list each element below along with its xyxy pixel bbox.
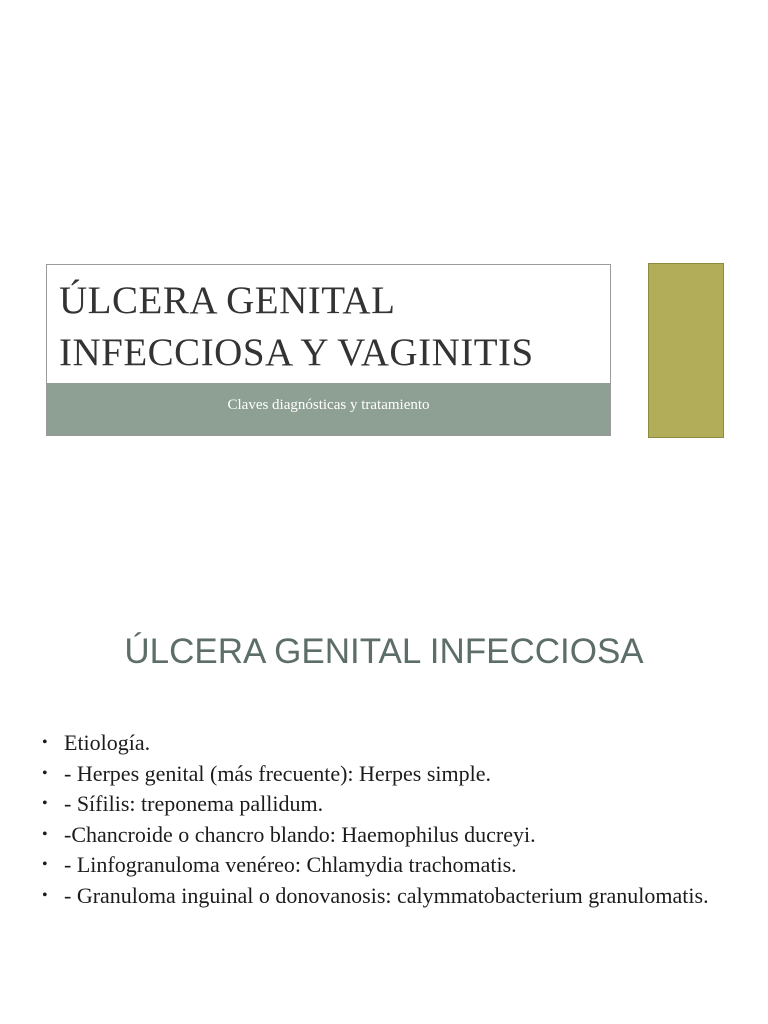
list-item-text: -Chancroide o chancro blando: Haemophilus ducreyi.	[64, 821, 536, 847]
bullet-icon: •	[42, 825, 48, 843]
slide-subtitle: Claves diagnósticas y tratamiento	[227, 397, 430, 413]
list-item	[42, 881, 732, 912]
subtitle-band	[47, 383, 610, 435]
bullet-icon: •	[42, 886, 48, 904]
list-item	[42, 850, 732, 881]
list-item	[42, 820, 732, 851]
list-item-text: - Granuloma inguinal o donovanosis: calymmatobacterium granulomatis.	[64, 882, 709, 908]
bullet-icon: •	[42, 734, 48, 751]
list-item-text: - Sífilis: treponema pallidum.	[64, 791, 324, 816]
section-heading: ÚLCERA GENITAL INFECCIOSA	[124, 632, 644, 671]
bullet-icon: •	[42, 764, 48, 782]
list-item-text: Etiología.	[64, 730, 151, 755]
bullet-icon: •	[42, 856, 48, 873]
list-item-text: - Linfogranuloma venéreo: Chlamydia trachomatis.	[64, 852, 517, 877]
slide-title-line-2: INFECCIOSA Y VAGINITIS	[59, 331, 534, 374]
list-item	[42, 759, 732, 790]
content-slide	[0, 576, 768, 1024]
etiology-list	[42, 728, 732, 911]
bullet-icon: •	[42, 795, 48, 812]
list-item-text: - Herpes genital (más frecuente): Herpes simple.	[64, 760, 491, 786]
slide-title	[59, 275, 604, 379]
accent-rectangle	[648, 263, 724, 438]
list-item	[42, 789, 732, 820]
list-item	[42, 728, 732, 759]
slide-title-line-1: ÚLCERA GENITAL	[59, 279, 396, 322]
title-box	[46, 264, 611, 436]
